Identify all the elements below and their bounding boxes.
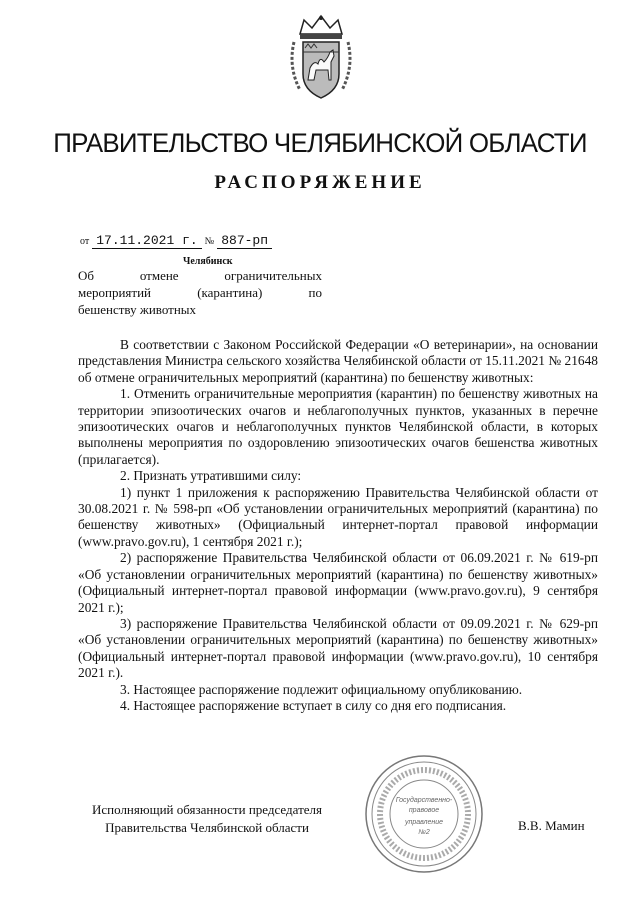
document-number: 887-рп (217, 233, 272, 249)
official-round-stamp-icon (362, 752, 486, 876)
signatory-position (76, 801, 338, 837)
body-item-2-2: 2) распоряжение Правительства Челябинской области от 06.09.2021 г. № 619-рп «Об установлении ограничительных мероприятий (карантина) по бешенству животных» (Официальный интернет-портал правовой информации (www.pravo.gov.ru), 9 сентября 2021 г.); (78, 550, 598, 615)
document-body (78, 337, 598, 714)
stamp-text-4: №2 (418, 829, 430, 836)
stamp-text-3: управление (404, 819, 444, 826)
document-subject (78, 267, 322, 318)
document-date: 17.11.2021 г. (92, 233, 201, 249)
subject-line-1: Об отмене ограничительных (78, 268, 322, 283)
signatory-name: В.В. Мамин (518, 818, 585, 833)
subject-line-2: мероприятий (карантина) по (78, 285, 322, 300)
signatory-position-line-1: Исполняющий обязанности председателя (92, 802, 322, 817)
government-title: ПРАВИТЕЛЬСТВО ЧЕЛЯБИНСКОЙ ОБЛАСТИ (53, 128, 587, 158)
number-prefix: № (204, 236, 215, 247)
document-city: Челябинск (183, 256, 233, 267)
signatory-position-line-2: Правительства Челябинской области (105, 820, 309, 835)
body-item-2: 2. Признать утратившими силу: (120, 468, 302, 484)
body-item-3: 3. Настоящее распоряжение подлежит официальному опубликованию. (120, 681, 523, 697)
stamp-text-2: правовое (408, 807, 440, 814)
subject-line-3: бешенству животных (78, 302, 197, 317)
body-item-4: 4. Настоящее распоряжение вступает в силу со дня его подписания. (120, 697, 507, 713)
stamp-text-1: Государственно- (395, 797, 453, 804)
body-intro: В соответствии с Законом Российской Федерации «О ветеринарии», на основании представления Министра сельского хозяйства Челябинской области от 15.11.2021 № 21648 об отмене ограничительных мероприятий (карантина) по бешенству животных: (78, 337, 598, 385)
body-item-2-1: 1) пункт 1 приложения к распоряжению Правительства Челябинской области от 30.08.2021 г. № 598-рп «Об установлении ограничительных мероприятий (карантина) по бешенству животных» (Официальный интернет-портал правовой информации (www.pravo.gov.ru), 1 сентября 2021 г.); (78, 484, 598, 549)
chelyabinsk-coat-of-arms-icon (286, 12, 356, 102)
document-date-line (80, 233, 272, 248)
body-item-1: 1. Отменить ограничительные мероприятия (карантин) по бешенству животных на территории эпизоотических очагов и неблагополучных пунктов, указанных в перечне эпизоотических очагов и неблагополучных пунктов Челябинской области, в которых выполнены мероприятия по оздоровлению эпизоотических очагов бешенства животных (прилагается). (78, 386, 598, 467)
date-prefix: от (80, 236, 90, 247)
body-item-2-3: 3) распоряжение Правительства Челябинской области от 09.09.2021 г. № 629-рп «Об установлении ограничительных мероприятий (карантина) по бешенству животных» (Официальный интернет-портал правовой информации (www.pravo.gov.ru), 10 сентября 2021 г.). (78, 615, 598, 681)
document-type: РАСПОРЯЖЕНИЕ (214, 172, 426, 193)
